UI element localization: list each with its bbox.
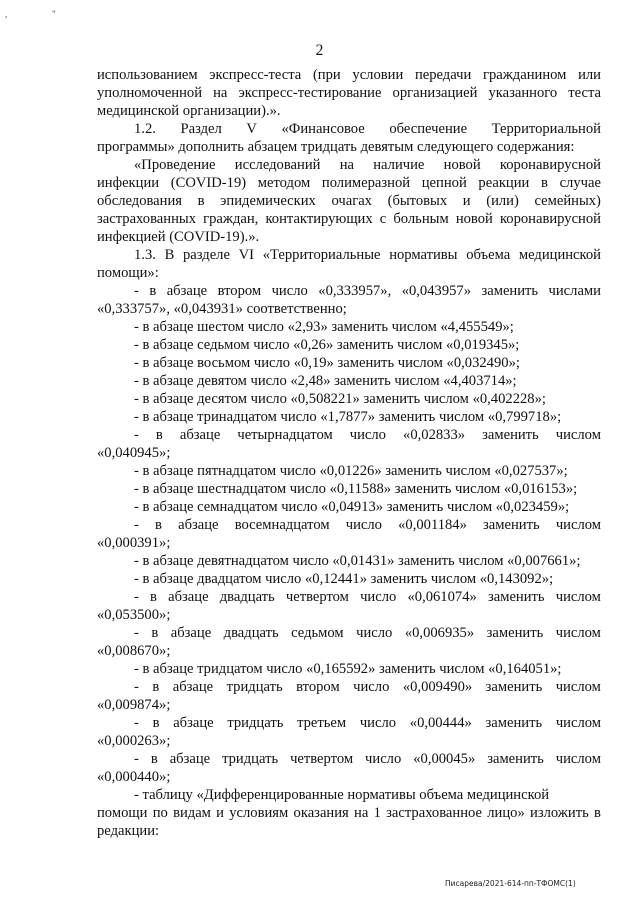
scan-mark-left: , <box>5 9 8 19</box>
text-line: - в абзаце тридцать четвертом число «0,00045» заменить числом <box>134 751 601 767</box>
text-line: - в абзаце пятнадцатом число «0,01226» заменить числом «0,027537»; <box>134 463 568 479</box>
text-line: «0,040945»; <box>97 445 171 461</box>
text-line: - в абзаце шестнадцатом число «0,11588» заменить числом «0,016153»; <box>134 481 578 497</box>
text-line: - в абзаце тридцатом число «0,165592» заменить числом «0,164051»; <box>134 661 562 677</box>
text-line: - в абзаце тринадцатом число «1,7877» заменить числом «0,799718»; <box>134 409 562 425</box>
text-line: - таблицу «Дифференцированные нормативы объема медицинской <box>134 787 550 803</box>
text-line: - в абзаце семнадцатом число «0,04913» заменить числом «0,023459»; <box>134 499 570 515</box>
text-line: «0,008670»; <box>97 643 171 659</box>
text-line: инфекции (COVID-19) методом полимеразной цепной реакции в случае <box>97 175 601 191</box>
text-line: «Проведение исследований на наличие новой коронавирусной <box>134 157 601 173</box>
text-line: редакции: <box>97 823 160 839</box>
text-line: - в абзаце четырнадцатом число «0,02833» заменить числом <box>134 427 601 443</box>
text-line: - в абзаце тридцать третьем число «0,00444» заменить числом <box>134 715 601 731</box>
text-line: - в абзаце двадцать четвертом число «0,061074» заменить числом <box>134 589 601 605</box>
text-line: «0,000391»; <box>97 535 171 551</box>
text-line: - в абзаце двадцать седьмом число «0,006935» заменить числом <box>134 625 601 641</box>
text-line: инфекцией (COVID-19).». <box>97 229 260 245</box>
text-line: 1.3. В разделе VI «Территориальные нормативы объема медицинской <box>134 247 601 263</box>
text-line: помощи»: <box>97 265 159 281</box>
text-line: «0,000440»; <box>97 769 171 785</box>
text-line: «0,000263»; <box>97 733 171 749</box>
document-reference-code: Писарева/2021-614-пп-ТФОМС(1) <box>445 879 576 888</box>
text-line: уполномоченной на экспресс-тестирование организацией указанного теста <box>97 85 601 101</box>
text-line: использованием экспресс-теста (при условии передачи гражданином или <box>97 67 601 83</box>
text-line: - в абзаце тридцать втором число «0,009490» заменить числом <box>134 679 601 695</box>
text-line: - в абзаце девятом число «2,48» заменить числом «4,403714»; <box>134 373 517 389</box>
text-line: обследования в эпидемических очагах (бытовых и (или) семейных) <box>97 193 601 209</box>
text-line: - в абзаце втором число «0,333957», «0,043957» заменить числами <box>134 283 601 299</box>
text-line: медицинской организации).». <box>97 103 281 119</box>
text-line: - в абзаце десятом число «0,508221» заменить числом «0,402228»; <box>134 391 546 407</box>
text-line: программы» дополнить абзацем тридцать девятым следующего содержания: <box>97 139 575 155</box>
text-line: - в абзаце восьмом число «0,19» заменить числом «0,032490»; <box>134 355 520 371</box>
text-line: - в абзаце девятнадцатом число «0,01431» заменить числом «0,007661»; <box>134 553 581 569</box>
text-line: - в абзаце восемнадцатом число «0,001184» заменить числом <box>134 517 601 533</box>
text-line: «0,053500»; <box>97 607 171 623</box>
text-line: застрахованных граждан, контактирующих с больным новой коронавирусной <box>97 211 601 227</box>
text-line: «0,009874»; <box>97 697 171 713</box>
text-line: - в абзаце двадцатом число «0,12441» заменить числом «0,143092»; <box>134 571 554 587</box>
scan-mark-right: " <box>52 9 56 19</box>
text-line: «0,333757», «0,043931» соответственно; <box>97 301 347 317</box>
page-number: 2 <box>315 42 324 59</box>
text-line: помощи по видам и условиям оказания на 1 застрахованное лицо» изложить в <box>97 805 601 821</box>
text-line: - в абзаце седьмом число «0,26» заменить числом «0,019345»; <box>134 337 520 353</box>
text-line: - в абзаце шестом число «2,93» заменить числом «4,455549»; <box>134 319 514 335</box>
text-line: 1.2. Раздел V «Финансовое обеспечение Территориальной <box>134 121 601 137</box>
document-body <box>97 66 601 840</box>
